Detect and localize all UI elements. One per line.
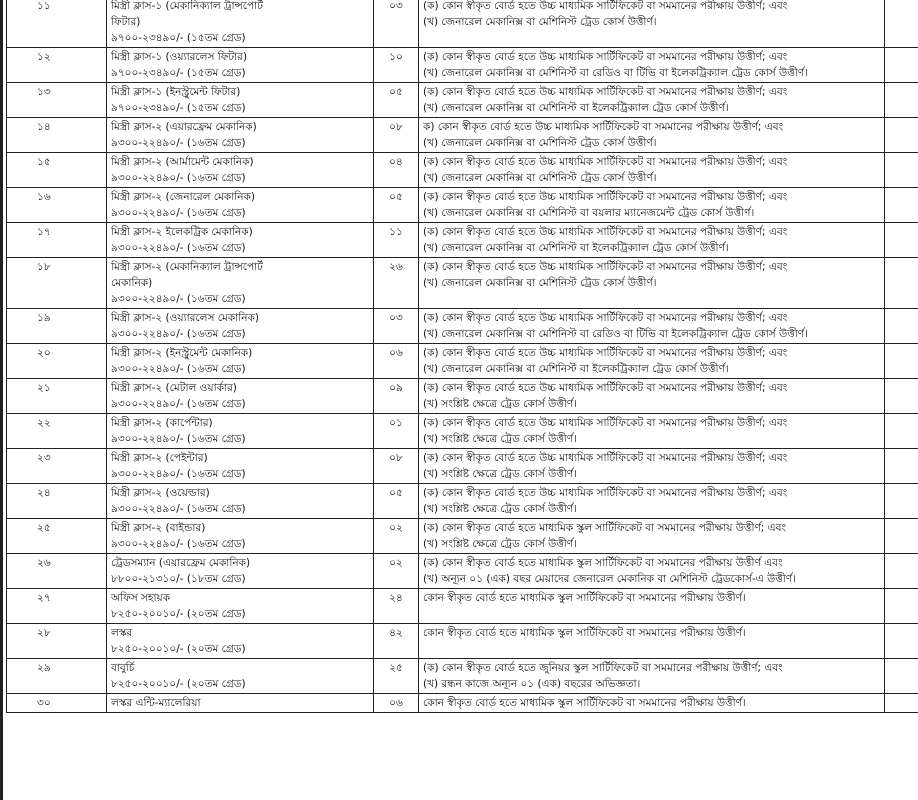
remarks-cell	[885, 624, 918, 659]
post-name-and-pay-scale	[107, 83, 374, 118]
post-count: ০৫	[374, 484, 419, 519]
remarks-cell	[885, 153, 918, 188]
post-count: ০৩	[374, 309, 419, 344]
remarks-cell	[885, 449, 918, 484]
post-name-and-pay-scale-line: মিস্ত্রী ক্লাস-২ (পেইন্টার)	[111, 452, 208, 464]
qualification	[419, 659, 885, 694]
post-count: ০৯	[374, 379, 419, 414]
post-name-and-pay-scale-line: মিস্ত্রী ক্লাস-২ (এয়ারফ্রেম মেকানিক)	[111, 121, 257, 133]
qualification-line: (ক) কোন স্বীকৃত বোর্ড হতে উচ্চ মাধ্যমিক সার্টিফিকেট বা সমমানের পরীক্ষায় উত্তীর্ণ; এবং	[423, 0, 788, 12]
post-name-and-pay-scale	[107, 694, 374, 713]
qualification-line: (খ) সংশ্লিষ্ট ক্ষেত্রে ট্রেড কোর্স উত্তীর্ণ।	[423, 503, 577, 515]
qualification	[419, 258, 885, 309]
qualification-line: (খ) জেনারেল মেকানিক্স বা মেশিনিস্ট ট্রেড কোর্স উত্তীর্ণ।	[423, 16, 657, 28]
qualification	[419, 118, 885, 153]
remarks-cell	[885, 118, 918, 153]
post-name-and-pay-scale-line: মিস্ত্রী ক্লাস-২ (ইনস্ট্রুমেন্ট মেকানিক)	[111, 347, 253, 359]
post-name-and-pay-scale-line: ৯৩০০-২২৪৯০/- (১৬তম গ্রেড)	[111, 468, 246, 480]
post-name-and-pay-scale-line: ৯৩০০-২২৪৯০/- (১৬তম গ্রেড)	[111, 503, 246, 515]
post-name-and-pay-scale-line: ট্রেডসম্যান (এয়ারফ্রেম মেকানিক)	[111, 557, 251, 569]
qualification	[419, 153, 885, 188]
remarks-cell	[885, 223, 918, 258]
qualification	[419, 0, 885, 48]
post-name-and-pay-scale-line: লস্কর এন্টি-ম্যালেরিয়া	[111, 697, 201, 709]
post-name-and-pay-scale	[107, 0, 374, 48]
qualification	[419, 414, 885, 449]
qualification-line: (খ) জেনারেল মেকানিক্স বা মেশিনিস্ট বা রেডিও বা টিভি বা ইলেকট্রিক্যাল ট্রেড কোর্স উত্তীর্ণ।	[423, 67, 808, 79]
post-name-and-pay-scale-line: ৯৭০০-২৩৪৯০/- (১৫তম গ্রেড)	[111, 102, 246, 114]
qualification	[419, 449, 885, 484]
qualification-line: (ক) কোন স্বীকৃত বোর্ড হতে উচ্চ মাধ্যমিক সার্টিফিকেট বা সমমানের পরীক্ষায় উত্তীর্ণ; এবং	[423, 452, 788, 464]
table-body	[7, 0, 918, 713]
qualification-line: (খ) জেনারেল মেকানিক্স বা মেশিনিস্ট বা রেডিও বা টিভি বা ইলেকট্রিক্যাল ট্রেড কোর্স উত্তীর্ণ।	[423, 328, 808, 340]
post-name-and-pay-scale-line: ৯৩০০-২২৪৯০/- (১৬তম গ্রেড)	[111, 328, 246, 340]
post-name-and-pay-scale-line: ৯৩০০-২২৪৯০/- (১৬তম গ্রেড)	[111, 242, 246, 254]
post-name-and-pay-scale	[107, 379, 374, 414]
post-count: ১১	[374, 223, 419, 258]
qualification-line: (ক) কোন স্বীকৃত বোর্ড হতে জুনিয়র স্কুল সার্টিফিকেট বা সমমানের পরীক্ষায় উত্তীর্ণ; এবং	[423, 662, 783, 674]
remarks-cell	[885, 414, 918, 449]
serial-number: ২৫	[7, 519, 107, 554]
post-name-and-pay-scale-line: ৮২৫০-২০০১০/- (২০তম গ্রেড)	[111, 608, 246, 620]
post-name-and-pay-scale-line: লস্কর	[111, 627, 133, 639]
remarks-cell	[885, 0, 918, 48]
post-name-and-pay-scale-line: মিস্ত্রী ক্লাস-২ ইলেকট্রিক মেকানিক)	[111, 226, 253, 238]
table-row	[7, 554, 918, 589]
qualification	[419, 554, 885, 589]
remarks-cell	[885, 48, 918, 83]
post-count: ০৫	[374, 83, 419, 118]
serial-number: ১৫	[7, 153, 107, 188]
remarks-cell	[885, 589, 918, 624]
qualification	[419, 223, 885, 258]
qualification-line: কোন স্বীকৃত বোর্ড হতে মাধ্যমিক স্কুল সার্টিফিকেট বা সমমানের পরীক্ষায় উত্তীর্ণ।	[423, 697, 746, 709]
post-name-and-pay-scale-line: ৯৩০০-২২৪৯০/- (১৬তম গ্রেড)	[111, 363, 246, 375]
post-name-and-pay-scale-line: ৯৩০০-২২৪৯০/- (১৬তম গ্রেড)	[111, 433, 246, 445]
post-count: ০৩	[374, 0, 419, 48]
table-row	[7, 258, 918, 309]
qualification-line: (খ) জেনারেল মেকানিক্স বা মেশিনিস্ট বা ইলেকট্রিক্যাল ট্রেড কোর্স উত্তীর্ণ।	[423, 242, 729, 254]
post-name-and-pay-scale	[107, 48, 374, 83]
qualification-line: (খ) সংশ্লিষ্ট ক্ষেত্রে ট্রেড কোর্স উত্তীর্ণ।	[423, 538, 577, 550]
post-count: ০৪	[374, 153, 419, 188]
post-name-and-pay-scale-line: ৯৩০০-২২৪৯০/- (১৬তম গ্রেড)	[111, 137, 246, 149]
post-name-and-pay-scale-line: ৮৮০০-২১৩১০/- (১৮তম গ্রেড)	[111, 573, 246, 585]
post-count: ০৫	[374, 188, 419, 223]
post-count: ০১	[374, 414, 419, 449]
post-count: ০৬	[374, 344, 419, 379]
qualification-line: (খ) অন্যূন ০১ (এক) বছর মেয়াদের জেনারেল মেকানিক বা মেশিনিস্ট ট্রেডকোর্স-এ উত্তীর্ণ।	[423, 573, 796, 585]
post-name-and-pay-scale-line: ৮২৫০-২০০১০/- (২০তম গ্রেড)	[111, 678, 246, 690]
post-name-and-pay-scale-line: মিস্ত্রী ক্লাস-১ (ইনস্ট্রুমেন্ট ফিটার)	[111, 86, 241, 98]
post-name-and-pay-scale	[107, 589, 374, 624]
qualification-line: (ক) কোন স্বীকৃত বোর্ড হতে উচ্চ মাধ্যমিক সার্টিফিকেট বা সমমানের পরীক্ষায় উত্তীর্ণ; এবং	[423, 261, 788, 273]
serial-number: ১২	[7, 48, 107, 83]
serial-number: ২৯	[7, 659, 107, 694]
qualification-line: (ক) কোন স্বীকৃত বোর্ড হতে উচ্চ মাধ্যমিক সার্টিফিকেট বা সমমানের পরীক্ষায় উত্তীর্ণ; এবং	[423, 312, 788, 324]
post-name-and-pay-scale-line: মিস্ত্রী ক্লাস-২ (মেটাল ওয়ার্কার)	[111, 382, 237, 394]
qualification	[419, 589, 885, 624]
post-name-and-pay-scale-line: মিস্ত্রী ক্লাস-২ (কার্পেন্টার)	[111, 417, 213, 429]
post-name-and-pay-scale-line: মিস্ত্রী ক্লাস-১ (ওয়্যারলেস ফিটার)	[111, 51, 248, 63]
post-name-and-pay-scale	[107, 519, 374, 554]
post-count: ২৪	[374, 589, 419, 624]
table-row	[7, 659, 918, 694]
remarks-cell	[885, 659, 918, 694]
post-name-and-pay-scale	[107, 554, 374, 589]
serial-number: ১৮	[7, 258, 107, 309]
table-row	[7, 624, 918, 659]
serial-number: ২৬	[7, 554, 107, 589]
remarks-cell	[885, 554, 918, 589]
qualification-line: (খ) জেনারেল মেকানিক্স বা মেশিনিস্ট ট্রেড কোর্স উত্তীর্ণ।	[423, 172, 657, 184]
remarks-cell	[885, 484, 918, 519]
post-count: ০৮	[374, 449, 419, 484]
post-name-and-pay-scale	[107, 414, 374, 449]
serial-number: ১১	[7, 0, 107, 48]
serial-number: ১৪	[7, 118, 107, 153]
post-count: ০২	[374, 554, 419, 589]
table-row	[7, 484, 918, 519]
table-row	[7, 309, 918, 344]
post-name-and-pay-scale-line: মিস্ত্রী ক্লাস-২ (মেকানিক্যাল ট্রান্সপোর্ট	[111, 261, 263, 273]
qualification-line: (ক) কোন স্বীকৃত বোর্ড হতে উচ্চ মাধ্যমিক সার্টিফিকেট বা সমমানের পরীক্ষায় উত্তীর্ণ; এবং	[423, 191, 788, 203]
post-name-and-pay-scale-line: ৯৩০০-২২৪৯০/- (১৬তম গ্রেড)	[111, 172, 246, 184]
remarks-cell	[885, 258, 918, 309]
post-name-and-pay-scale	[107, 223, 374, 258]
qualification-line: (খ) জেনারেল মেকানিক্স বা মেশিনিস্ট ট্রেড কোর্স উত্তীর্ণ।	[423, 277, 657, 289]
serial-number: ২৮	[7, 624, 107, 659]
post-name-and-pay-scale-line: মেকানিক)	[111, 277, 153, 289]
post-name-and-pay-scale-line: মিস্ত্রী ক্লাস-২ (বাইন্ডার)	[111, 522, 206, 534]
post-count: ০২	[374, 519, 419, 554]
qualification-line: (খ) জেনারেল মেকানিক্স বা মেশিনিস্ট বা ইলেকট্রিক্যাল ট্রেড কোর্স উত্তীর্ণ।	[423, 363, 729, 375]
qualification-line: ক) কোন স্বীকৃত বোর্ড হতে উচ্চ মাধ্যমিক সার্টিফিকেট বা সমমানের পরীক্ষায় উত্তীর্ণ; এবং	[423, 121, 784, 133]
post-name-and-pay-scale-line: ৯৩০০-২২৪৯০/- (১৬তম গ্রেড)	[111, 293, 246, 305]
qualification-line: (খ) রন্ধন কাজে অন্যূন ০১ (এক) বছরের অভিজ্ঞতা।	[423, 678, 641, 690]
post-name-and-pay-scale-line: মিস্ত্রী ক্লাস-২ (জেনারেল মেকানিক)	[111, 191, 255, 203]
qualification-line: (ক) কোন স্বীকৃত বোর্ড হতে মাধ্যমিক স্কুল সার্টিফিকেট বা সমমানের পরীক্ষায় উত্তীর্ণ এবং	[423, 557, 783, 569]
table-row	[7, 188, 918, 223]
table-row	[7, 694, 918, 713]
qualification-line: (ক) কোন স্বীকৃত বোর্ড হতে উচ্চ মাধ্যমিক সার্টিফিকেট বা সমমানের পরীক্ষায় উত্তীর্ণ; এবং	[423, 382, 788, 394]
qualification	[419, 519, 885, 554]
qualification	[419, 379, 885, 414]
qualification	[419, 188, 885, 223]
qualification-line: কোন স্বীকৃত বোর্ড হতে মাধ্যমিক স্কুল সার্টিফিকেট বা সমমানের পরীক্ষায় উত্তীর্ণ।	[423, 627, 746, 639]
table-row	[7, 223, 918, 258]
post-name-and-pay-scale	[107, 624, 374, 659]
serial-number: ১৩	[7, 83, 107, 118]
qualification-line: (খ) সংশ্লিষ্ট ক্ষেত্রে ট্রেড কোর্স উত্তীর্ণ।	[423, 468, 577, 480]
post-name-and-pay-scale	[107, 484, 374, 519]
serial-number: ১৯	[7, 309, 107, 344]
qualification-line: (ক) কোন স্বীকৃত বোর্ড হতে উচ্চ মাধ্যমিক সার্টিফিকেট বা সমমানের পরীক্ষায় উত্তীর্ণ; এবং	[423, 226, 788, 238]
post-name-and-pay-scale	[107, 118, 374, 153]
post-name-and-pay-scale	[107, 449, 374, 484]
remarks-cell	[885, 519, 918, 554]
qualification	[419, 344, 885, 379]
post-name-and-pay-scale-line: বাবুর্চি	[111, 662, 135, 674]
post-name-and-pay-scale	[107, 188, 374, 223]
serial-number: ২৭	[7, 589, 107, 624]
post-name-and-pay-scale-line: মিস্ত্রী ক্লাস-২ (ওয়েল্ডার)	[111, 487, 210, 499]
serial-number: ১৭	[7, 223, 107, 258]
post-name-and-pay-scale-line: ৯৭০০-২৩৪৯০/- (১৫তম গ্রেড)	[111, 32, 246, 44]
qualification-line: (খ) সংশ্লিষ্ট ক্ষেত্রে ট্রেড কোর্স উত্তীর্ণ।	[423, 398, 577, 410]
remarks-cell	[885, 694, 918, 713]
qualification-line: (খ) জেনারেল মেকানিক্স বা মেশিনিস্ট বা বয়লার ম্যানেজমেন্ট ট্রেড কোর্স উত্তীর্ণ।	[423, 207, 755, 219]
recruitment-table	[6, 0, 918, 713]
qualification	[419, 309, 885, 344]
qualification-line: (ক) কোন স্বীকৃত বোর্ড হতে উচ্চ মাধ্যমিক সার্টিফিকেট বা সমমানের পরীক্ষায় উত্তীর্ণ; এবং	[423, 156, 788, 168]
table-row	[7, 48, 918, 83]
serial-number: ২১	[7, 379, 107, 414]
qualification	[419, 624, 885, 659]
qualification-line: (ক) কোন স্বীকৃত বোর্ড হতে উচ্চ মাধ্যমিক সার্টিফিকেট বা সমমানের পরীক্ষায় উত্তীর্ণ; এবং	[423, 417, 788, 429]
post-name-and-pay-scale-line: মিস্ত্রী ক্লাস-২ (আর্মামেন্ট মেকানিক)	[111, 156, 254, 168]
post-name-and-pay-scale-line: অফিস সহায়ক	[111, 592, 171, 604]
qualification-line: (ক) কোন স্বীকৃত বোর্ড হতে উচ্চ মাধ্যমিক সার্টিফিকেট বা সমমানের পরীক্ষায় উত্তীর্ণ; এবং	[423, 347, 788, 359]
table-row	[7, 344, 918, 379]
qualification-line: (ক) কোন স্বীকৃত বোর্ড হতে মাধ্যমিক স্কুল সার্টিফিকেট বা সমমানের পরীক্ষায় উত্তীর্ণ; এবং	[423, 522, 787, 534]
table-row	[7, 153, 918, 188]
post-name-and-pay-scale	[107, 258, 374, 309]
post-name-and-pay-scale-line: ৯৩০০-২২৪৯০/- (১৬তম গ্রেড)	[111, 538, 246, 550]
table-row	[7, 414, 918, 449]
table-row	[7, 83, 918, 118]
serial-number: ২৩	[7, 449, 107, 484]
post-name-and-pay-scale-line: মিস্ত্রী ক্লাস-১ (মেকানিক্যাল ট্রান্সপোর্ট	[111, 0, 263, 12]
remarks-cell	[885, 344, 918, 379]
post-count: ২৬	[374, 258, 419, 309]
post-name-and-pay-scale	[107, 153, 374, 188]
remarks-cell	[885, 188, 918, 223]
post-count: ২৫	[374, 659, 419, 694]
qualification	[419, 83, 885, 118]
qualification-line: (খ) জেনারেল মেকানিক্স বা মেশিনিস্ট ট্রেড কোর্স উত্তীর্ণ।	[423, 137, 657, 149]
qualification	[419, 48, 885, 83]
post-count: ০৬	[374, 694, 419, 713]
table-row	[7, 0, 918, 48]
post-name-and-pay-scale	[107, 344, 374, 379]
post-name-and-pay-scale-line: মিস্ত্রী ক্লাস-২ (ওয়্যারলেস মেকানিক)	[111, 312, 259, 324]
post-name-and-pay-scale-line: ৯৩০০-২২৪৯০/- (১৬তম গ্রেড)	[111, 398, 246, 410]
table-row	[7, 379, 918, 414]
post-name-and-pay-scale-line: ৯৭০০-২৩৪৯০/- (১৫তম গ্রেড)	[111, 67, 246, 79]
serial-number: ১৬	[7, 188, 107, 223]
table-row	[7, 449, 918, 484]
qualification-line: কোন স্বীকৃত বোর্ড হতে মাধ্যমিক স্কুল সার্টিফিকেট বা সমমানের পরীক্ষায় উত্তীর্ণ।	[423, 592, 746, 604]
serial-number: ২২	[7, 414, 107, 449]
post-count: ০৮	[374, 118, 419, 153]
qualification	[419, 694, 885, 713]
qualification-line: (ক) কোন স্বীকৃত বোর্ড হতে উচ্চ মাধ্যমিক সার্টিফিকেট বা সমমানের পরীক্ষায় উত্তীর্ণ; এবং	[423, 487, 788, 499]
post-count: ১০	[374, 48, 419, 83]
remarks-cell	[885, 379, 918, 414]
qualification-line: (খ) সংশ্লিষ্ট ক্ষেত্রে ট্রেড কোর্স উত্তীর্ণ।	[423, 433, 577, 445]
post-name-and-pay-scale	[107, 309, 374, 344]
serial-number: ২০	[7, 344, 107, 379]
remarks-cell	[885, 83, 918, 118]
post-name-and-pay-scale	[107, 659, 374, 694]
qualification-line: (ক) কোন স্বীকৃত বোর্ড হতে উচ্চ মাধ্যমিক সার্টিফিকেট বা সমমানের পরীক্ষায় উত্তীর্ণ; এবং	[423, 86, 788, 98]
table-row	[7, 519, 918, 554]
serial-number: ২৪	[7, 484, 107, 519]
post-name-and-pay-scale-line: ফিটার)	[111, 16, 141, 28]
qualification-line: (ক) কোন স্বীকৃত বোর্ড হতে উচ্চ মাধ্যমিক সার্টিফিকেট বা সমমানের পরীক্ষায় উত্তীর্ণ; এবং	[423, 51, 788, 63]
table-row	[7, 118, 918, 153]
table-row	[7, 589, 918, 624]
qualification-line: (খ) জেনারেল মেকানিক্স বা মেশিনিস্ট বা ইলেকট্রিক্যাল ট্রেড কোর্স উত্তীর্ণ।	[423, 102, 729, 114]
post-count: ৪২	[374, 624, 419, 659]
serial-number: ৩০	[7, 694, 107, 713]
qualification	[419, 484, 885, 519]
remarks-cell	[885, 309, 918, 344]
post-name-and-pay-scale-line: ৮২৫০-২০০১০/- (২০তম গ্রেড)	[111, 643, 246, 655]
post-name-and-pay-scale-line: ৯৩০০-২২৪৯০/- (১৬তম গ্রেড)	[111, 207, 246, 219]
